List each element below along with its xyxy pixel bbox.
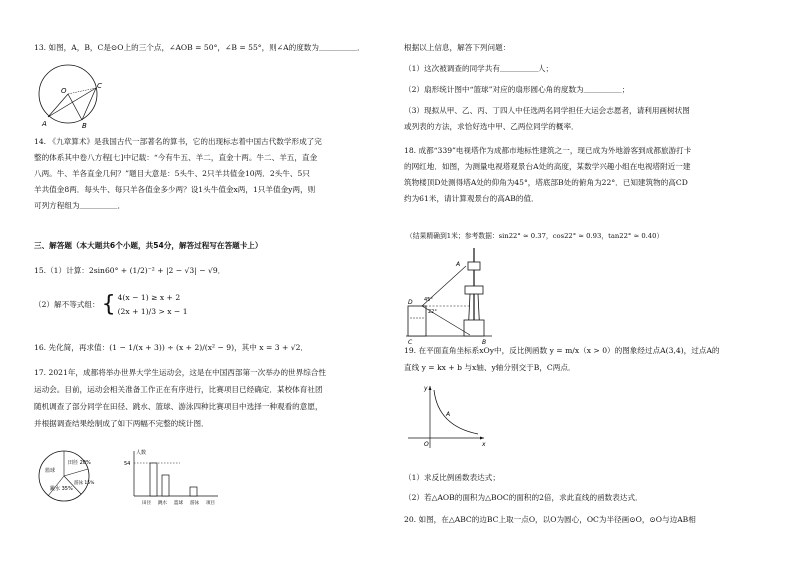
- question-18: [404, 145, 760, 204]
- bar-chart: [114, 448, 224, 508]
- inequality-system: 4(x − 1) ≥ x + 2 (2x + 1)/3 > x − 1: [117, 293, 188, 316]
- angle-45-label: 45°: [424, 297, 433, 303]
- question-14: [34, 136, 390, 211]
- question-18-line-4: 约为61米，请计算观景台的高AB的值．: [404, 194, 539, 203]
- question-13-text: 13. 如图，A，B，C是⊙O上的三个点，∠AOB = 50°，∠B = 55°，则∠A的度数为＿＿＿＿＿．: [34, 43, 365, 52]
- question-19-sub-1: （1）求反比例函数表达式；: [404, 473, 500, 482]
- question-13: [34, 42, 365, 53]
- bar-xlabel-item: 项目: [206, 501, 215, 506]
- axis-label-x: x: [482, 441, 486, 448]
- question-17-line-1: 17. 2021年，成都将举办世界大学生运动会，这是在中国西部第一次举办的世界综合性: [34, 368, 326, 377]
- question-14-line-5: 可列方程组为＿＿＿＿＿．: [34, 201, 126, 210]
- bar-ylabel: 人数: [136, 450, 147, 456]
- question-17-sub-2: （2）扇形统计图中“篮球”对应的扇形圆心角的度数为＿＿＿＿＿；: [404, 85, 630, 94]
- instructions: 根据以上信息，解答下列问题：: [404, 43, 511, 52]
- section-3-heading: 三、解答题（本大题共6个小题，共54分，解答过程写在答题卡上）: [34, 241, 263, 250]
- tower-label-c: C: [408, 339, 413, 346]
- angle-22-label: 22°: [428, 309, 437, 315]
- question-19-line-1: 19. 在平面直角坐标系xOy中，反比例函数 y = m/x（x > 0）的图象经过点A(3,4)，过点A的: [404, 346, 720, 355]
- pie-chart: [36, 448, 96, 506]
- tower-label-a: A: [456, 261, 461, 268]
- question-17-line-2: 运动会。目前，运动会相关准备工作正在有序进行，比赛项目已经确定．某校体育社团: [34, 385, 323, 394]
- question-14-line-1: 14. 《九章算术》是我国古代一部著名的算书，它的出现标志着中国古代数学形成了完: [34, 137, 322, 146]
- question-15: [34, 265, 390, 276]
- pie-label-swimming: 游泳 15%: [74, 481, 95, 486]
- circle-figure: [34, 58, 106, 130]
- question-15-part-2: （2）解不等式组： { 4(x − 1) ≥ x + 2 (2x + 1)/3 > x − 1: [34, 291, 188, 317]
- tv-tower-figure: [404, 246, 496, 346]
- question-14-line-4: 羊共值金8两．每头牛、每只羊各值金多少两？设1头牛值金x两，1只羊值金y两，则: [34, 185, 316, 194]
- question-17-line-3: 随机调查了部分同学在田径、跳水、篮球、游泳四种比赛项目中选择一种观看的意愿，: [34, 402, 323, 411]
- question-17: [34, 367, 390, 429]
- tower-label-d: D: [408, 299, 413, 306]
- question-18-line-2: 的网红地．如图，为测量电视塔观景台A处的高度，某数学兴趣小组在电视塔附近一建: [404, 162, 691, 171]
- bar-xlabel-track: 田径: [142, 501, 151, 506]
- label-c: C: [97, 82, 102, 90]
- question-18-note: （结果精确到1米；参考数据：sin22° ≈ 0.37，cos22° ≈ 0.93，tan22° ≈ 0.40）: [406, 232, 664, 240]
- bar-value-label: 54: [124, 461, 131, 467]
- question-18-line-1: 18. 成都“339”电视塔作为成都市地标性建筑之一，现已成为外地游客到成都旅游打卡: [404, 146, 692, 155]
- point-a-label: A: [446, 411, 451, 418]
- axis-label-y: y: [424, 385, 428, 392]
- question-17-line-4: 并根据调查结果绘制成了如下两幅不完整的统计图．: [34, 419, 209, 428]
- bar-xlabel-swimming: 游泳: [190, 501, 199, 506]
- question-14-line-2: 整的体系其中卷八方程[七]中记载：“今有牛五、羊二，直金十两。牛二、羊五，直金: [34, 153, 318, 162]
- question-19-line-2: 直线 y = kx + b 与x轴、y轴分别交于B，C两点．: [404, 363, 576, 372]
- origin-label: O: [424, 441, 429, 448]
- bar-xlabel-basketball: 篮球: [174, 501, 183, 506]
- label-o: O: [61, 87, 67, 95]
- question-17-sub-1: （1）这次被调查的同学共有＿＿＿＿＿人；: [404, 64, 554, 73]
- bar-xlabel-diving: 跳水: [158, 501, 167, 506]
- question-17-sub-3: （3）现拟从甲、乙、丙、丁四人中任选两名同学担任大运会志愿者，请利用画树状图 或列表的方法，求恰好选中甲、乙两位同学的概率．: [404, 106, 690, 131]
- question-19-sub-2: （2）若△AOB的面积为△BOC的面积的2倍，求此直线的函数表达式．: [404, 493, 643, 502]
- label-b: B: [82, 122, 87, 130]
- pie-label-basketball: 篮球: [45, 468, 56, 474]
- question-16: 16. 先化简，再求值：(1 − 1/(x + 3)) ÷ (x + 2)/(x² − 9)，其中 x = 3 + √2．: [34, 343, 309, 352]
- coordinate-figure: [404, 382, 488, 452]
- question-15-part-1: 15.（1）计算：2sin60° + (1/2)⁻² + |2 − √3| − √9．: [34, 266, 226, 275]
- question-20: 20. 如图，在△ABC的边BC上取一点O，以O为圆心，OC为半径画⊙O，⊙O与边AB相: [404, 515, 696, 524]
- tower-label-b: B: [482, 339, 487, 346]
- question-14-line-3: 八两。牛、羊各直金几何？”题目大意是：5头牛、2只羊共值金10两．2头牛、5只: [34, 169, 310, 178]
- question-18-line-3: 筑物楼顶D处测得塔A处的仰角为45°，塔底部B处的俯角为22°．已知建筑物的高CD: [404, 178, 688, 187]
- pie-label-diving: 跳水 35%: [50, 486, 73, 492]
- pie-label-track: 田径 20%: [68, 460, 91, 466]
- question-19: [404, 345, 760, 373]
- label-a: A: [42, 120, 47, 128]
